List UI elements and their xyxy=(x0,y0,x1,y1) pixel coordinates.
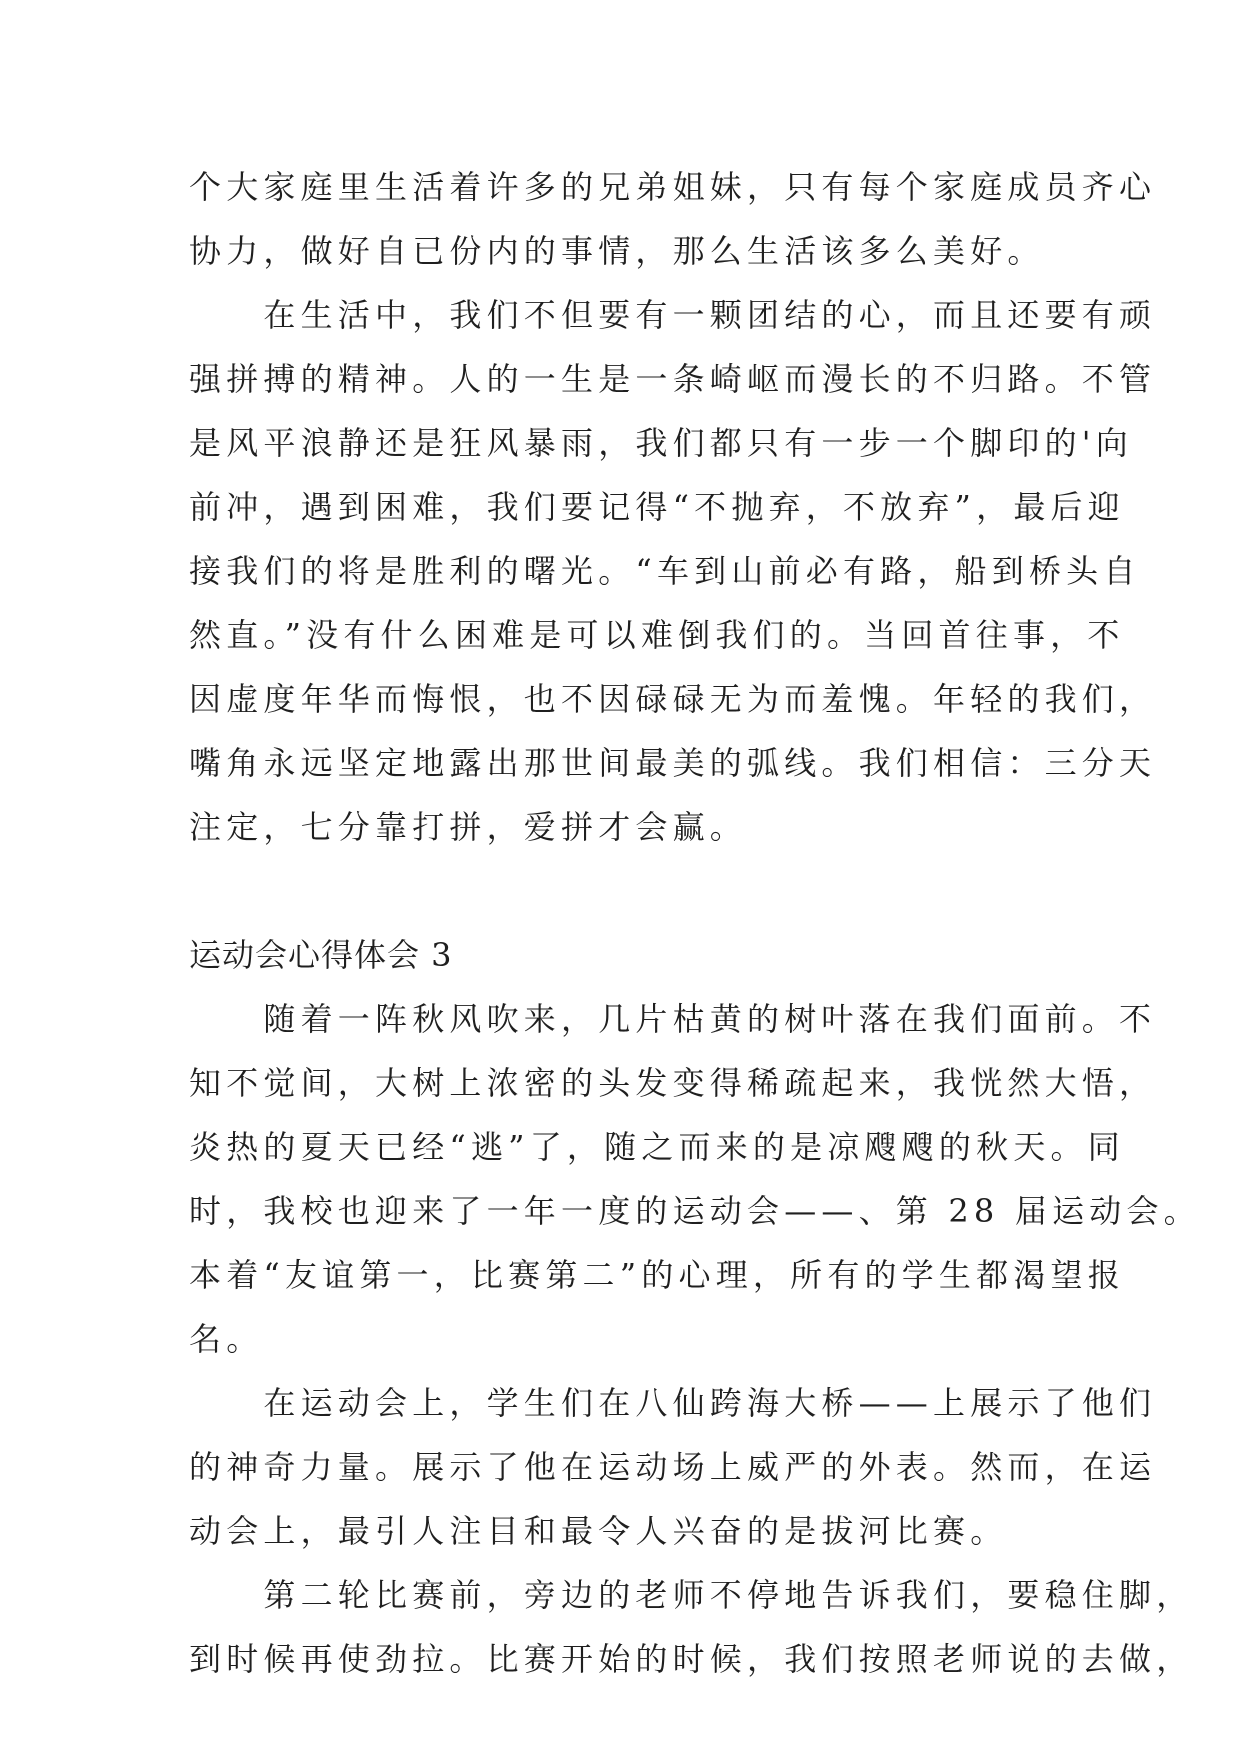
text-line: 名。 xyxy=(189,1320,264,1358)
text-line: 强拼搏的精神。人的一生是一条崎岖而漫长的不归路。不管 xyxy=(189,360,1157,398)
text-line: 因虚度年华而悔恨，也不因碌碌无为而羞愧。年轻的我们， xyxy=(189,680,1157,718)
text-line: 本着“友谊第一，比赛第二”的心理，所有的学生都渴望报 xyxy=(189,1256,1125,1294)
text-line: 协力，做好自已份内的事情，那么生活该多么美好。 xyxy=(189,232,1045,270)
text-line: 是风平浪静还是狂风暴雨，我们都只有一步一个脚印的'向 xyxy=(189,424,1133,462)
section-gap xyxy=(189,859,1059,923)
text-line: 接我们的将是胜利的曙光。“车到山前必有路，船到桥头自 xyxy=(189,552,1141,590)
text-line: 然直。”没有什么困难是可以难倒我们的。当回首往事，不 xyxy=(189,616,1125,654)
text-line: 前冲，遇到困难，我们要记得“不抛弃，不放弃”，最后迎 xyxy=(189,488,1125,526)
section-heading: 运动会心得体会 3 xyxy=(189,936,453,974)
text-line: 动会上，最引人注目和最令人兴奋的是拔河比赛。 xyxy=(189,1512,1008,1550)
text-line: 炎热的夏天已经“逃”了，随之而来的是凉飕飕的秋天。同 xyxy=(189,1128,1125,1166)
text-line: 第二轮比赛前，旁边的老师不停地告诉我们，要稳住脚， xyxy=(189,1576,1194,1614)
text-line: 嘴角永远坚定地露出那世间最美的弧线。我们相信：三分天 xyxy=(189,744,1157,782)
text-line: 注定，七分靠打拼，爱拼才会赢。 xyxy=(189,808,748,846)
text-line: 在生活中，我们不但要有一颗团结的心，而且还要有顽 xyxy=(189,296,1157,334)
text-line: 知不觉间，大树上浓密的头发变得稀疏起来，我恍然大悟， xyxy=(189,1064,1157,1102)
text-line: 个大家庭里生活着许多的兄弟姐妹，只有每个家庭成员齐心 xyxy=(189,168,1157,206)
text-line: 的神奇力量。展示了他在运动场上威严的外表。然而，在运 xyxy=(189,1448,1157,1486)
text-line: 随着一阵秋风吹来，几片枯黄的树叶落在我们面前。不 xyxy=(189,1000,1157,1038)
document-page xyxy=(189,155,1201,1691)
text-line: 在运动会上，学生们在八仙跨海大桥——上展示了他们 xyxy=(189,1384,1157,1422)
text-line: 时，我校也迎来了一年一度的运动会——、第 28 届运动会。 xyxy=(189,1192,1201,1230)
text-line: 到时候再使劲拉。比赛开始的时候，我们按照老师说的去做， xyxy=(189,1640,1194,1678)
